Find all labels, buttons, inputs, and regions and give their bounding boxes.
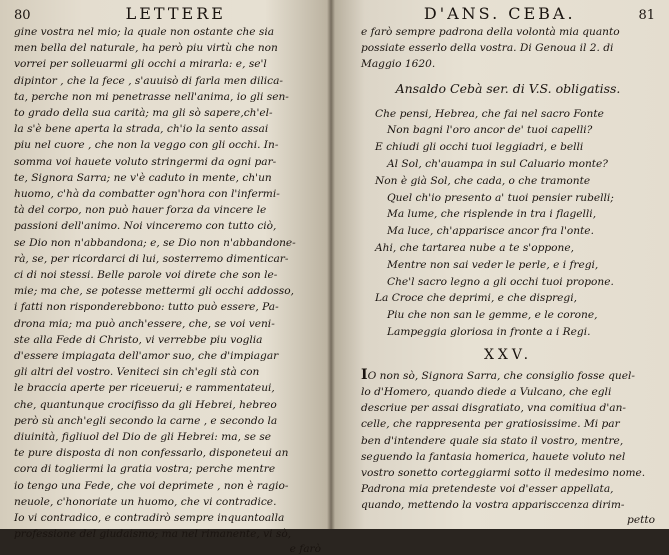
text-line: mie; ma che, se potesse mettermi gli occhi addosso, bbox=[14, 285, 294, 298]
text-line: dipintor , che la fece , s'auuisò di farla men dilica- bbox=[14, 74, 283, 87]
text-line: te pure disposta di non confessarlo, disponeteui an bbox=[14, 447, 289, 460]
text-line: cora di togliermi la gratia vostra; perche mentre bbox=[14, 463, 276, 476]
letter-number: XXV. bbox=[483, 346, 533, 363]
text-line: Maggio 1620. bbox=[361, 58, 436, 71]
text-line: neuole, c'honoriate un huomo, che vi contradice. bbox=[14, 495, 277, 508]
poem-verse: Non è già Sol, che cada, o che tramonte bbox=[375, 174, 591, 187]
text-line: piu nel cuore , che non la veggo con gli occhi. In- bbox=[14, 139, 279, 152]
text-line: Io vi contradico, e contradirò sempre inquantoalla bbox=[14, 512, 285, 525]
text-line: tà del corpo, non può hauer forza da vincere le bbox=[14, 204, 267, 217]
poem-verse: E chiudi gli occhi tuoi leggiadri, e belli bbox=[375, 141, 584, 154]
text-line: la s'è bene aperta la strada, ch'io la sento assai bbox=[14, 123, 269, 136]
left-body-text bbox=[14, 24, 321, 543]
text-line: descriue per assai disgratiato, vna comitiua d'an- bbox=[361, 402, 626, 415]
sonnet bbox=[375, 106, 655, 341]
text-line: men bella del naturale, ha però piu virtù che non bbox=[14, 42, 278, 55]
text-line: celle, che rappresenta per gratiosissime. Mi par bbox=[361, 418, 620, 431]
text-line: d'essere impiagata dell'amor suo, che d'impiagar bbox=[14, 350, 279, 363]
text-line: professione del giudaismo; ma nel rimanente, vi sò, bbox=[14, 528, 292, 541]
poem-verse: Che'l sacro legno a gli occhi tuoi propone. bbox=[387, 275, 614, 288]
poem-verse: Mentre non sai veder le perle, e i fregi, bbox=[387, 258, 599, 271]
left-running-title: LETTERE bbox=[125, 4, 226, 23]
text-line: però sù anch'egli secondo la carne , e secondo la bbox=[14, 414, 278, 427]
text-line: diuinità, figliuol del Dio de gli Hebrei: ma, se se bbox=[14, 431, 272, 444]
left-page-number: 80 bbox=[14, 8, 31, 23]
right-page-number: 81 bbox=[638, 8, 655, 23]
text-line: seguendo la fantasia homerica, hauete voluto nel bbox=[361, 450, 626, 463]
text-line: to grado della sua carità; ma gli sò sapere,ch'el- bbox=[14, 107, 273, 120]
text-line: ben d'intendere quale sia stato il vostro, mentre, bbox=[361, 434, 624, 447]
text-line: rà, se, per ricordarci di lui, sosterremo dimenticar- bbox=[14, 252, 289, 265]
text-line: vorrei per solleuarmi gli occhi a mirarla: e, se'l bbox=[14, 58, 267, 71]
text-line: gli altri del vostro. Veniteci sin ch'egli stà con bbox=[14, 366, 260, 379]
poem-verse: Ma lume, che risplende in tra i flagelli, bbox=[387, 208, 597, 221]
poem-verse: Ma luce, ch'apparisce ancor fra l'onte. bbox=[387, 225, 594, 238]
poem-verse: Piu che non san le gemme, e le corone, bbox=[387, 309, 598, 322]
text-line: io tengo una Fede, che voi deprimete , non è ragio- bbox=[14, 479, 289, 492]
right-running-head bbox=[361, 4, 655, 24]
next-letter-text bbox=[361, 367, 655, 514]
text-line: vostro sonetto corteggiarmi sotto il medesimo nome. bbox=[361, 466, 646, 479]
right-letter-closing bbox=[361, 24, 655, 73]
text-line: huomo, c'hà da combatter ogn'hora con l'infermi- bbox=[14, 188, 280, 201]
text-line: i fatti non risponderebbono: tutto può essere, Pa- bbox=[14, 301, 279, 314]
letter-signature: Ansaldo Cebà ser. di V.S. obligatiss. bbox=[395, 80, 621, 96]
text-line: drona mia; ma può anch'essere, che, se voi veni- bbox=[14, 317, 275, 330]
text-line: ci di noi stessi. Belle parole voi direte che son le- bbox=[14, 269, 278, 282]
text-line: che, quantunque crocifisso da gli Hebrei, hebreo bbox=[14, 398, 277, 411]
left-running-head bbox=[14, 4, 321, 24]
poem-verse: Lampeggia gloriosa in fronte a i Regi. bbox=[387, 325, 591, 338]
poem-verse: Che pensi, Hebrea, che fai nel sacro Fonte bbox=[375, 107, 604, 120]
text-line: lo d'Homero, quando diede a Vulcano, che egli bbox=[361, 385, 612, 398]
text-line: Padrona mia pretendeste voi d'esser appellata, bbox=[361, 483, 614, 496]
text-line: quando, mettendo la vostra apparisccenza dirim- bbox=[361, 499, 625, 512]
text-line: e farò sempre padrona della volontà mia quanto bbox=[361, 26, 620, 38]
text-line: se Dio non n'abbandona; e, se Dio non n'abbandone- bbox=[14, 236, 296, 249]
text-line: gine vostra nel mio; la quale non ostante che sia bbox=[14, 26, 275, 38]
left-catchword: e farò bbox=[289, 542, 321, 555]
text-line: IO non sò, Signora Sarra, che consiglio fosse quel- bbox=[361, 366, 635, 383]
poem-verse: Al Sol, ch'auampa in sul Caluario monte? bbox=[387, 158, 608, 170]
text-line: somma voi hauete voluto stringermi da ogni par- bbox=[14, 155, 277, 168]
text-line: le braccia aperte per riceuerui; e rammentateui, bbox=[14, 382, 275, 395]
text-line: passioni dell'animo. Noi vinceremo con tutto ciò, bbox=[14, 220, 277, 233]
text-line: possiate esserlo della vostra. Di Genoua il 2. di bbox=[361, 42, 614, 55]
poem-verse: Non bagni l'oro ancor de' tuoi capelli? bbox=[387, 124, 593, 137]
poem-verse: Quel ch'io presento a' tuoi pensier rubelli; bbox=[387, 191, 614, 204]
left-page bbox=[0, 0, 331, 555]
book-gutter bbox=[327, 0, 335, 529]
right-running-title: D'ANS. CEBA. bbox=[423, 4, 576, 23]
right-catchword: petto bbox=[627, 513, 655, 526]
text-line: ta, perche non mi penetrasse nell'anima, io gli sen- bbox=[14, 90, 289, 103]
right-page bbox=[331, 0, 669, 529]
text-line: ste alla Fede di Christo, vi verrebbe piu voglia bbox=[14, 333, 263, 346]
text-line: te, Signora Sarra; ne v'è caduto in mente, ch'un bbox=[14, 171, 272, 184]
poem-verse: La Croce che deprimi, e che dispregi, bbox=[375, 292, 577, 305]
poem-verse: Ahi, che tartarea nube a te s'oppone, bbox=[375, 241, 574, 254]
